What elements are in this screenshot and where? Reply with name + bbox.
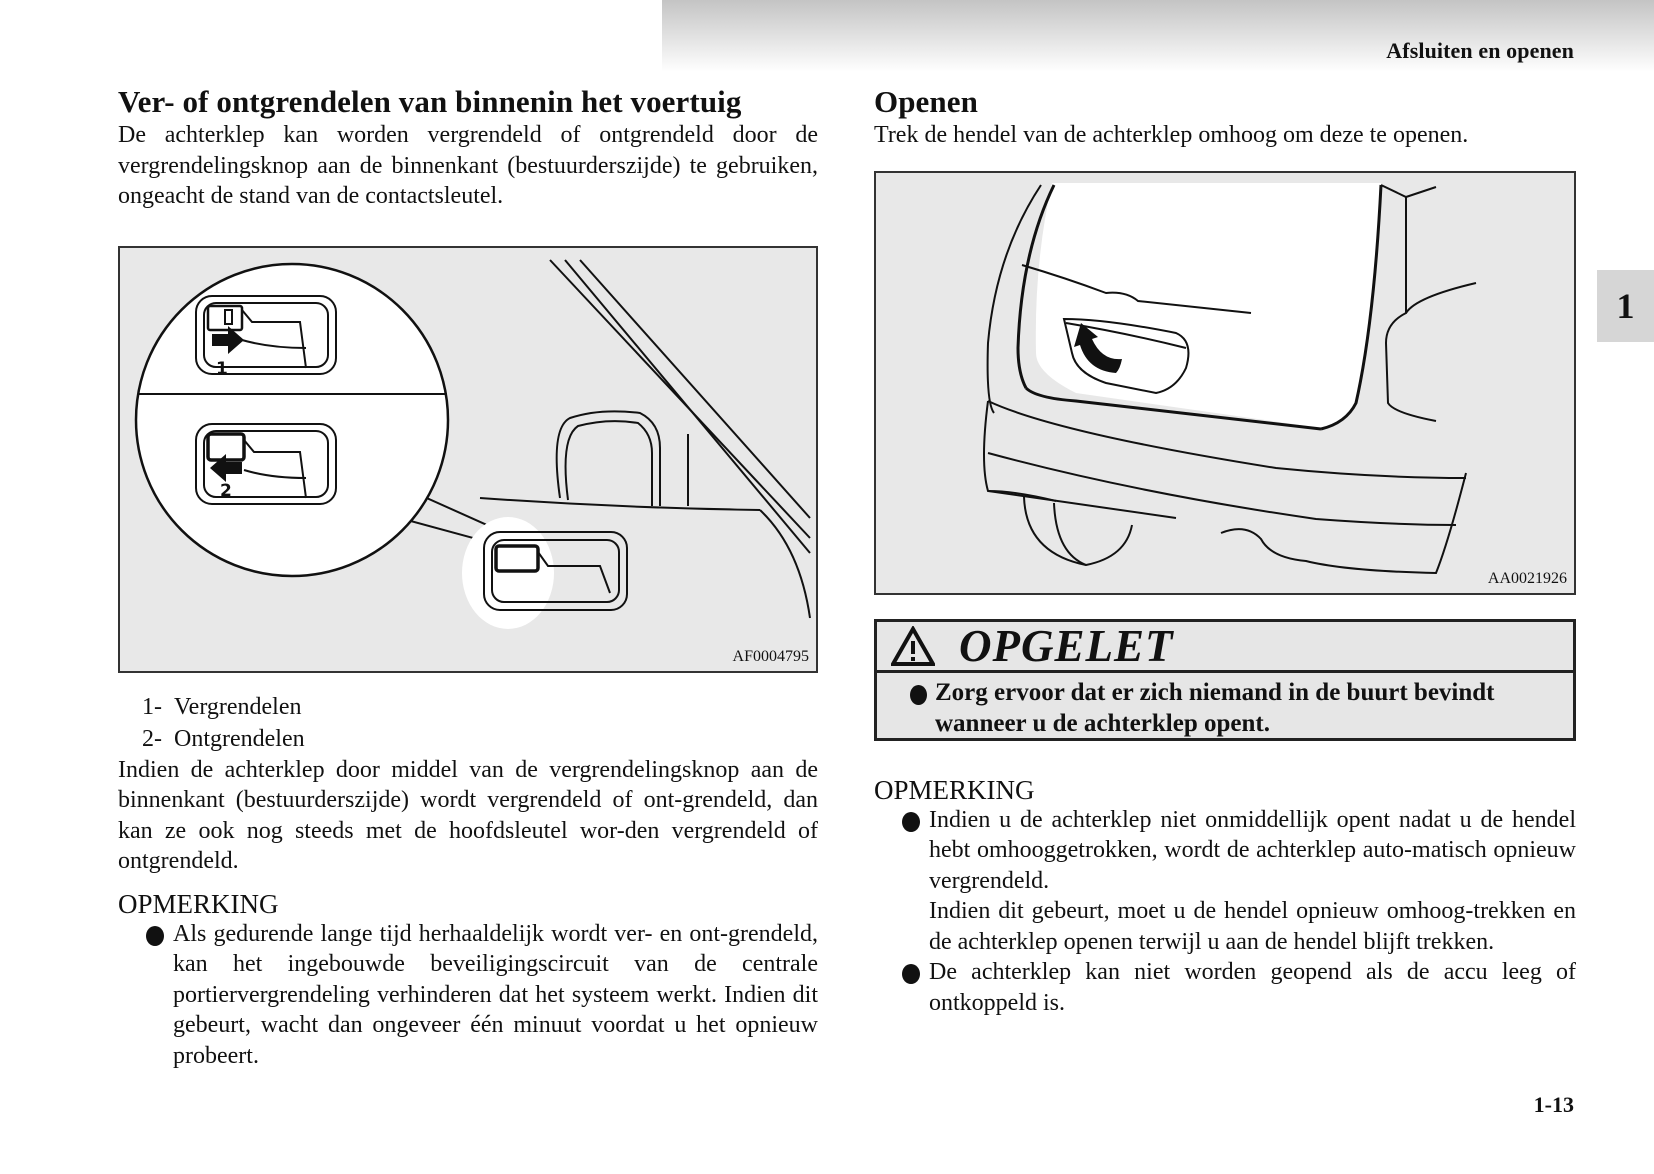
callout-2: 2: [220, 480, 232, 501]
callout-1: 1: [216, 358, 228, 379]
section-heading-lock-inside: Ver- of ontgrendelen van binnenin het voertuig: [118, 84, 742, 119]
note-title: OPMERKING: [874, 774, 1035, 805]
figure-door-lock: [118, 246, 818, 673]
intro-paragraph: Trek de hendel van de achterklep omhoog om deze te openen.: [874, 122, 1469, 148]
figure-tailgate: [874, 171, 1576, 595]
section-heading-open: Openen: [874, 84, 978, 119]
chapter-tab: 1: [1597, 270, 1654, 342]
bullet-icon: [902, 964, 920, 984]
legend-item: 2- Ontgrendelen: [142, 725, 305, 752]
caution-header: [877, 622, 1573, 673]
note-item: De achterklep kan niet worden geopend als de accu leeg of ontkoppeld is.: [874, 957, 1576, 1018]
note-block: [118, 889, 818, 1072]
note-block: [874, 775, 1576, 1019]
figure-code: AA0021926: [1487, 569, 1567, 587]
bullet-icon: [146, 926, 164, 946]
page-number: 1-13: [1533, 1092, 1574, 1117]
note-item: Indien u de achterklep niet onmiddellijk opent nadat u de hendel hebt omhooggetrokken, wordt de achterklep auto-matisch opnieuw vergrendeld. Indien dit gebeurt, moet u de hendel opnieuw omhoog-trekken en de achterklep openen terwijl u aan de hendel blijft trekken.: [874, 805, 1576, 958]
right-column: [874, 84, 1576, 1018]
figure-code: AF0004795: [732, 647, 809, 665]
tailgate-illustration: [876, 173, 1574, 593]
caution-box: [874, 619, 1576, 741]
caution-title: OPGELET: [959, 620, 1174, 671]
legend-item: 1- Vergrendelen: [142, 693, 302, 720]
warning-triangle-icon: [891, 626, 935, 666]
note-title: OPMERKING: [118, 888, 279, 919]
caution-item: Zorg ervoor dat er zich niemand in de buurt bevindt wanneer u de achterklep opent.: [877, 673, 1573, 745]
door-lock-illustration: [120, 248, 816, 671]
figure-legend: [118, 691, 818, 755]
note-item: Als gedurende lange tijd herhaaldelijk wordt ver- en ont-grendeld, kan het ingebouwde beveiligingscircuit van de centrale portiervergrendeling verhinderen dat het systeem werkt. Indien dit gebeurt, wacht dan ongeveer één minuut voordat u het opnieuw probeert.: [118, 919, 818, 1072]
running-head: Afsluiten en openen: [1386, 38, 1574, 63]
body-paragraph: Indien de achterklep door middel van de vergrendelingsknop aan de binnenkant (bestuurderszijde) wordt vergrendeld of ont-grendeld, dan kan ze ook nog steeds met de hoofdsleutel wor-den vergrendeld of ontgrendeld.: [118, 756, 818, 874]
intro-paragraph: De achterklep kan worden vergrendeld of ontgrendeld door de vergrendelingsknop aan de binnenkant (bestuurderszijde) te gebruiken, ongeacht de stand van de contactsleutel.: [118, 122, 818, 209]
bullet-icon: [902, 812, 920, 832]
bullet-icon: [910, 685, 927, 705]
left-column: [118, 84, 818, 1071]
